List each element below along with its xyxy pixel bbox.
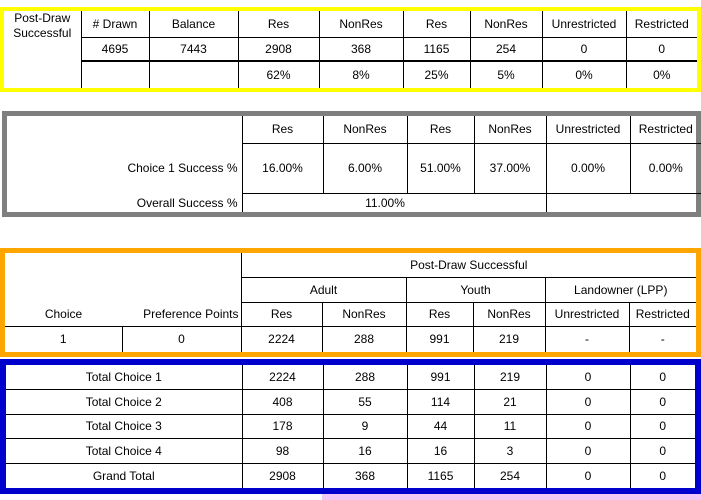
total-choice-4-unrestricted: 0 xyxy=(546,439,630,464)
total-choice-1-nonres-2: 219 xyxy=(474,365,546,389)
row-nonres-2: 219 xyxy=(473,326,545,352)
total-choice-2-res-2: 114 xyxy=(407,389,474,414)
group-blank xyxy=(5,253,241,277)
grand-total-res: 2908 xyxy=(242,464,323,488)
total-choice-3-res: 178 xyxy=(242,414,323,439)
post-draw-successful-header: Post-Draw Successful xyxy=(241,253,696,277)
total-choice-1-label: Total Choice 1 xyxy=(6,365,242,389)
totals-table xyxy=(6,365,695,488)
hdr-res: Res xyxy=(242,116,323,143)
cell-blank-1 xyxy=(81,61,149,88)
pink-strip xyxy=(322,494,701,500)
row-nonres: 288 xyxy=(322,326,406,352)
choice1-nonres-2: 37.00% xyxy=(474,143,546,193)
totals-panel xyxy=(0,359,701,494)
total-choice-4-label: Total Choice 4 xyxy=(6,439,242,464)
total-choice-3-nonres-2: 11 xyxy=(474,414,546,439)
col-restricted: Restricted xyxy=(629,302,696,326)
header-nonres: NonRes xyxy=(319,11,403,37)
row-choice: 1 xyxy=(5,326,122,352)
pct-nonres-2: 5% xyxy=(470,61,542,88)
cell-balance: 7443 xyxy=(149,37,238,61)
total-choice-3-unrestricted: 0 xyxy=(546,414,630,439)
pct-unrestricted: 0% xyxy=(542,61,626,88)
post-draw-successful-label: Post-Draw Successful xyxy=(4,11,81,88)
hdr-nonres-2: NonRes xyxy=(474,116,546,143)
cell-res: 2908 xyxy=(238,37,319,61)
total-choice-3-label: Total Choice 3 xyxy=(6,414,242,439)
draw-summary-table xyxy=(4,11,697,88)
cell-nonres-2: 254 xyxy=(470,37,542,61)
cell-unrestricted: 0 xyxy=(542,37,626,61)
header-unrestricted: Unrestricted xyxy=(542,11,626,37)
adult-header: Adult xyxy=(241,277,406,302)
total-choice-1-unrestricted: 0 xyxy=(546,365,630,389)
header-balance: Balance xyxy=(149,11,238,37)
total-choice-4-nonres: 16 xyxy=(323,439,407,464)
youth-header: Youth xyxy=(406,277,545,302)
grand-total-nonres: 368 xyxy=(323,464,407,488)
cell-nonres: 368 xyxy=(319,37,403,61)
header-res-2: Res xyxy=(403,11,470,37)
corner-blank xyxy=(7,116,242,143)
choice-detail-panel xyxy=(0,248,701,357)
subgroup-blank xyxy=(5,277,241,302)
row-res: 2224 xyxy=(241,326,322,352)
choice-header: Choice xyxy=(44,306,83,321)
cell-drawn: 4695 xyxy=(81,37,149,61)
total-choice-2-unrestricted: 0 xyxy=(546,389,630,414)
cell-res-2: 1165 xyxy=(403,37,470,61)
choice1-success-label: Choice 1 Success % xyxy=(127,161,238,175)
pct-restricted: 0% xyxy=(626,61,697,88)
header-res: Res xyxy=(238,11,319,37)
grand-total-label: Grand Total xyxy=(6,464,242,488)
landowner-header: Landowner (LPP) xyxy=(545,277,696,302)
col-res-2: Res xyxy=(406,302,473,326)
col-unrestricted: Unrestricted xyxy=(545,302,629,326)
choice1-res: 16.00% xyxy=(242,143,323,193)
pct-res-2: 25% xyxy=(403,61,470,88)
success-rate-table xyxy=(7,116,701,212)
total-choice-1-res-2: 991 xyxy=(407,365,474,389)
col-nonres-2: NonRes xyxy=(473,302,545,326)
pct-res: 62% xyxy=(238,61,319,88)
success-rate-panel xyxy=(2,111,701,217)
header-drawn: # Drawn xyxy=(81,11,149,37)
row-pref: 0 xyxy=(122,326,241,352)
choice1-unrestricted: 0.00% xyxy=(546,143,630,193)
overall-blank xyxy=(546,193,701,212)
total-choice-2-nonres: 55 xyxy=(323,389,407,414)
grand-total-nonres-2: 254 xyxy=(474,464,546,488)
total-choice-3-nonres: 9 xyxy=(323,414,407,439)
row-restricted: - xyxy=(629,326,696,352)
total-choice-3-res-2: 44 xyxy=(407,414,474,439)
pct-nonres: 8% xyxy=(319,61,403,88)
total-choice-4-res: 98 xyxy=(242,439,323,464)
hdr-restricted: Restricted xyxy=(630,116,701,143)
hdr-nonres: NonRes xyxy=(323,116,407,143)
total-choice-3-restricted: 0 xyxy=(630,414,695,439)
overall-success-value: 11.00% xyxy=(242,193,546,212)
grand-total-restricted: 0 xyxy=(630,464,695,488)
total-choice-1-restricted: 0 xyxy=(630,365,695,389)
choice-detail-table xyxy=(5,253,696,352)
overall-success-label: Overall Success % xyxy=(136,195,238,210)
row-unrestricted: - xyxy=(545,326,629,352)
draw-summary-panel xyxy=(0,7,701,92)
row-res-2: 991 xyxy=(406,326,473,352)
col-nonres: NonRes xyxy=(322,302,406,326)
preference-points-header: Preference Points xyxy=(143,306,239,321)
grand-total-res-2: 1165 xyxy=(407,464,474,488)
total-choice-4-restricted: 0 xyxy=(630,439,695,464)
cell-restricted: 0 xyxy=(626,37,697,61)
col-res: Res xyxy=(241,302,322,326)
total-choice-2-label: Total Choice 2 xyxy=(6,389,242,414)
hdr-unrestricted: Unrestricted xyxy=(546,116,630,143)
choice1-res-2: 51.00% xyxy=(407,143,474,193)
total-choice-1-res: 2224 xyxy=(242,365,323,389)
total-choice-2-restricted: 0 xyxy=(630,389,695,414)
total-choice-2-nonres-2: 21 xyxy=(474,389,546,414)
total-choice-2-res: 408 xyxy=(242,389,323,414)
total-choice-4-res-2: 16 xyxy=(407,439,474,464)
total-choice-1-nonres: 288 xyxy=(323,365,407,389)
total-choice-4-nonres-2: 3 xyxy=(474,439,546,464)
choice1-restricted: 0.00% xyxy=(630,143,701,193)
grand-total-unrestricted: 0 xyxy=(546,464,630,488)
header-restricted: Restricted xyxy=(626,11,697,37)
choice1-nonres: 6.00% xyxy=(323,143,407,193)
cell-blank-2 xyxy=(149,61,238,88)
hdr-res-2: Res xyxy=(407,116,474,143)
header-nonres-2: NonRes xyxy=(470,11,542,37)
